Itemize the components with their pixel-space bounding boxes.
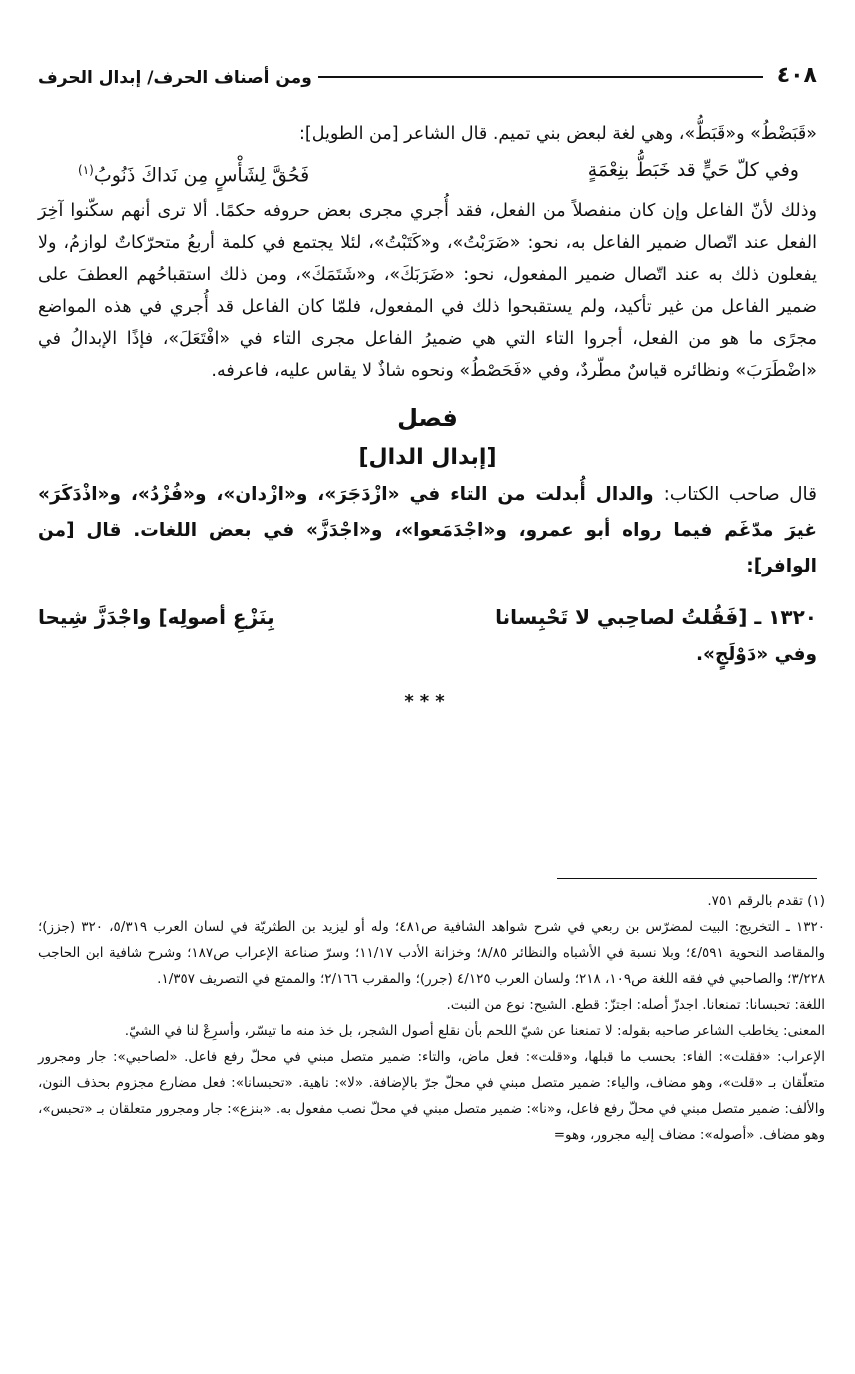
verse-1-second-text: فَحُقَّ لِشَأْسٍ مِن نَداكَ ذَنُوبُ xyxy=(93,164,310,187)
running-title: ومن أصناف الحرف/ إبدال الحرف xyxy=(38,68,312,88)
paragraph-3-text: والدال أُبدلت من التاء في «ازْدَجَرَ»، و«ازْدان»، و«فُزْدُ»، و«اذْدَكَرَ» غيرَ مدّغَم فيما رواه أبو عمرو، و«اجْدَمَعوا»، و«اجْدَزَّ» في بعض اللغات. قال [من الوافر]: xyxy=(38,484,817,578)
paragraph-1: «قَبَضْطُ» و«قَبَطُّ»، وهي لغة لبعض بني تميم. قال الشاعر [من الطويل]: xyxy=(299,124,817,144)
verse-2-first-text: [فَقُلتُ لصاحِبي لا تَحْبِسانا xyxy=(495,605,748,630)
main-text xyxy=(38,118,817,712)
footnote-lugha: اللغة: تحبسانا: تمنعانا. اجدزّ أصله: اجتزّ: قطع. الشيح: نوع من النبت. xyxy=(446,997,825,1013)
paragraph-2: وذلك لأنّ الفاعل وإن كان منفصلاً من الفعل، فقد أُجري مجرى بعض حروفه حكمًا. ألا ترى أنهم سكّنوا آخِرَ الفعل عند اتّصال ضمير الفاعل به، نحو: «ضَرَبْتُ»، و«كَتَبْتُ»، لئلا يجتمع في كلمة أربعُ متحرّكاتٌ لوازمُ، ولا يفعلون ذلك به عند اتّصال ضمير المفعول، نحو: «ضَرَبَكَ»، و«شَتَمَكَ»، ومن ذلك استقباحُهم العطفَ على ضمير الفاعل من غير تأكيد، ولم يستقبحوا ذلك في المفعول، فلمّا كان الفاعل قد أُجري في هذه المواضع مجرًى ما هو من الفعل، أجروا التاء التي هي ضميرُ الفاعل مجرى التاء في «افْتَعَلَ»، فإذًا الإبدالُ في «اضْطَرَبَ» ونظائره قياسٌ مطّردٌ، وفي «فَحَصْطُ» ونحوه شاذٌ لا يقاس عليه، فاعرفه. xyxy=(38,201,817,382)
footnote-maana: المعنى: يخاطب الشاعر صاحبه بقوله: لا تمنعنا عن شيّ اللحم بأن نقلع أصول الشجر، بل خذ منه ما تيسّر، وأسرِعْ لنا في الشيّ. xyxy=(124,1023,825,1039)
section-title: فصل xyxy=(397,404,458,433)
verse-2-second-hemistich: بِنَزْعِ أصولِه] واجْدَزَّ شِيحا xyxy=(38,605,275,630)
page-header xyxy=(38,58,817,88)
verse-2-first-hemistich: ١٣٢٠ ـ [فَقُلتُ لصاحِبي لا تَحْبِسانا xyxy=(495,605,817,630)
paragraph-3-lead: قال صاحب الكتاب: xyxy=(663,484,818,506)
footnote-rule xyxy=(557,878,817,879)
footnote-irab: الإعراب: «فقلت»: الفاء: بحسب ما قبلها، و«قلت»: فعل ماض، والتاء: ضمير متصل مبني في محلّ رفع فاعل. «لصاحبي»: جار ومجرور متعلّقان بـ «قلت»، وهو مضاف، والياء: ضمير متصل مبني في محلّ جرّ بالإضافة. «لا»: ناهية. «تحبسانا»: فعل مضارع مجزوم بحذف النون، والألف: ضمير متصل مبني في محلّ رفع فاعل، و«نا»: ضمير متصل مبني في محلّ نصب مفعول به. «بنزع»: جار ومجرور متعلقان بـ «تحبس»، وهو مضاف. «أصوله»: مضاف إليه مجرور، وهو= xyxy=(38,1049,825,1143)
footnote-takhrij: ١٣٢٠ ـ التخريج: البيت لمضرّس بن ربعي في شرح شواهد الشافية ص٤٨١؛ وله أو ليزيد بن الطثريّة في لسان العرب ٥/٣١٩، ٣٢٠ (جزز)؛ والمقاصد النحوية ٤/٥٩١؛ وبلا نسبة في الأشباه والنظائر ٨/٨٥؛ وخزانة الأدب ١١/١٧؛ وسرّ صناعة الإعراب ص١٨٧؛ وشرح شافية ابن الحاجب ٣/٢٢٨؛ والصاحبي في فقه اللغة ص١٠٩، ٢١٨؛ ولسان العرب ٤/١٢٥ (جرر)؛ والمقرب ٢/١٦٦؛ والممتع في التصريف ١/٣٥٧. xyxy=(38,919,825,987)
footnote-marker: (١) xyxy=(78,163,94,177)
paragraph-4: وفي «دَوْلَجٍ». xyxy=(696,644,817,666)
verse-2-number: ١٣٢٠ xyxy=(768,605,817,630)
section-subtitle: [إبدال الدال] xyxy=(358,445,497,471)
verse-1-second-hemistich xyxy=(78,152,309,193)
verse-1 xyxy=(38,152,817,193)
verse-1-first-hemistich: وفي كلّ حَيٍّ قد خَبَطُّ بنِعْمَةٍ xyxy=(587,159,799,181)
paragraph-3 xyxy=(38,477,817,585)
footnotes xyxy=(38,888,825,1148)
header-rule xyxy=(318,64,763,78)
footnote-1: (١) تقدم بالرقم ٧٥١. xyxy=(707,893,825,909)
verse-2 xyxy=(38,597,817,637)
section-separator: *** xyxy=(404,691,451,713)
page-number: ٤٠٨ xyxy=(776,63,817,88)
